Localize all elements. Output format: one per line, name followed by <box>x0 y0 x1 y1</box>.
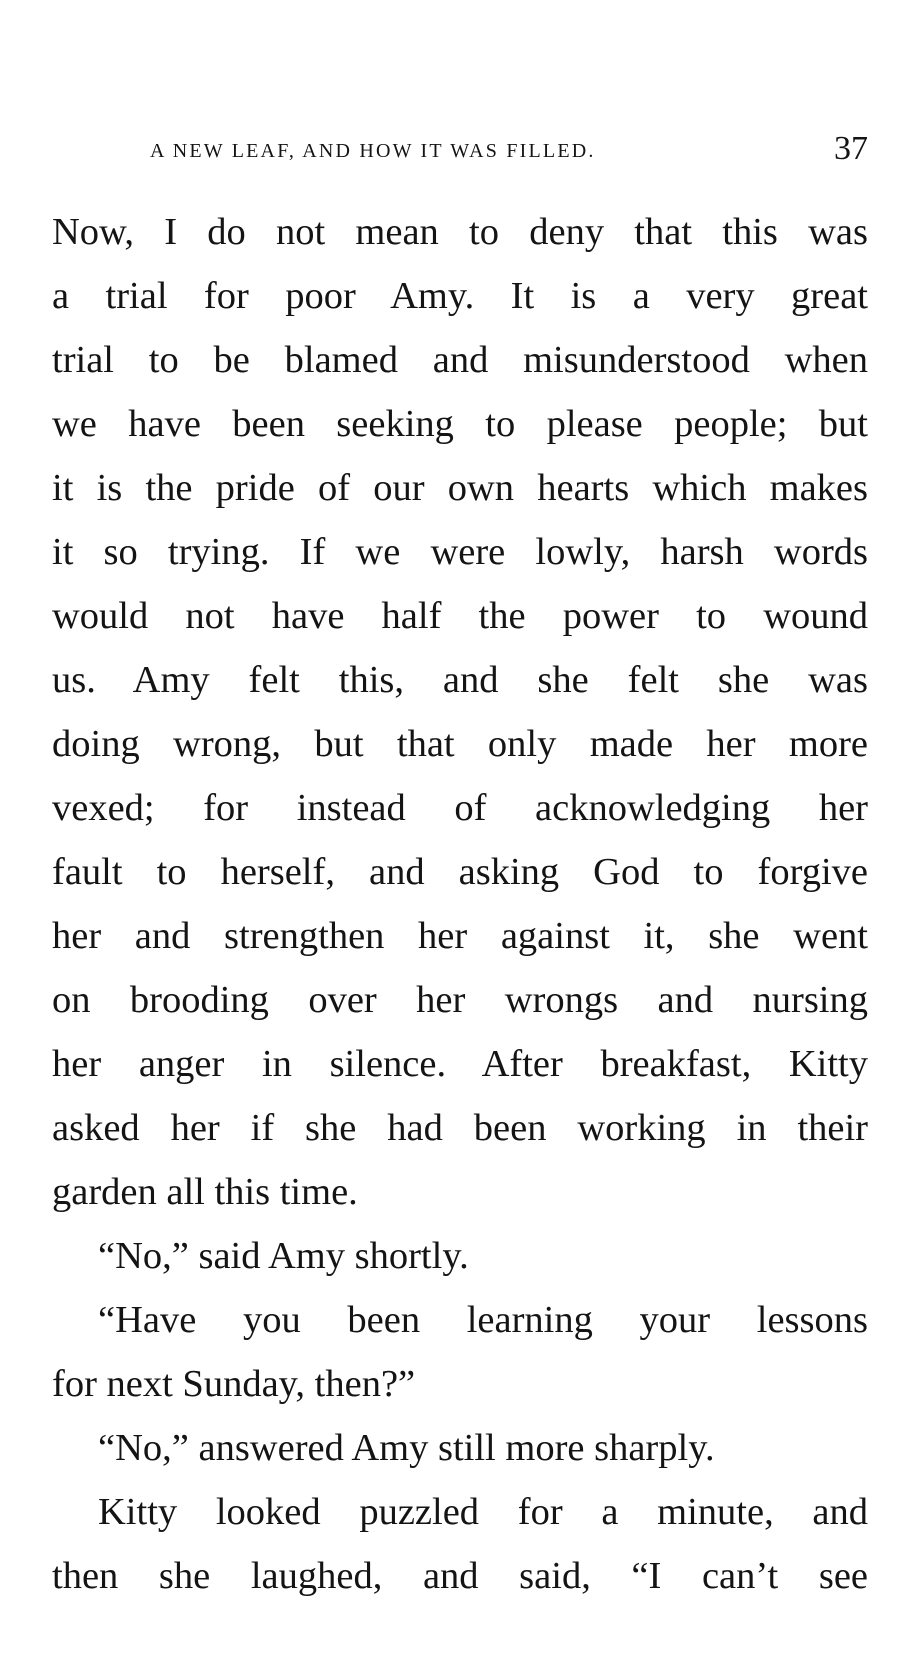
text-line: vexed; for instead of acknowledging her <box>52 787 868 829</box>
running-title: A NEW LEAF, AND HOW IT WAS FILLED. <box>150 140 596 162</box>
text-line: Now, I do not mean to deny that this was <box>52 211 868 253</box>
text-line: us. Amy felt this, and she felt she was <box>52 659 868 701</box>
body-text <box>52 200 868 1608</box>
text-line: garden all this time. <box>52 1171 358 1213</box>
dialogue-line: for next Sunday, then?” <box>52 1363 416 1405</box>
dialogue-line: “No,” said Amy shortly. <box>98 1235 469 1277</box>
text-line: doing wrong, but that only made her more <box>52 723 868 765</box>
text-line: a trial for poor Amy. It is a very great <box>52 275 868 317</box>
running-head <box>150 130 868 170</box>
text-line: her anger in silence. After breakfast, Kitty <box>52 1043 868 1085</box>
text-line: on brooding over her wrongs and nursing <box>52 979 868 1021</box>
dialogue-line: “Have you been learning your lessons <box>98 1299 868 1341</box>
text-line: Kitty looked puzzled for a minute, and <box>98 1491 868 1533</box>
dialogue-line: “No,” answered Amy still more sharply. <box>98 1427 715 1469</box>
text-line: we have been seeking to please people; but <box>52 403 868 445</box>
text-line: fault to herself, and asking God to forgive <box>52 851 868 893</box>
text-line: it so trying. If we were lowly, harsh words <box>52 531 868 573</box>
text-line: trial to be blamed and misunderstood when <box>52 339 868 381</box>
text-line: it is the pride of our own hearts which makes <box>52 467 868 509</box>
text-line: her and strengthen her against it, she went <box>52 915 868 957</box>
text-line: asked her if she had been working in their <box>52 1107 868 1149</box>
text-line: would not have half the power to wound <box>52 595 868 637</box>
text-line: then she laughed, and said, “I can’t see <box>52 1555 868 1597</box>
page-number: 37 <box>834 130 868 167</box>
